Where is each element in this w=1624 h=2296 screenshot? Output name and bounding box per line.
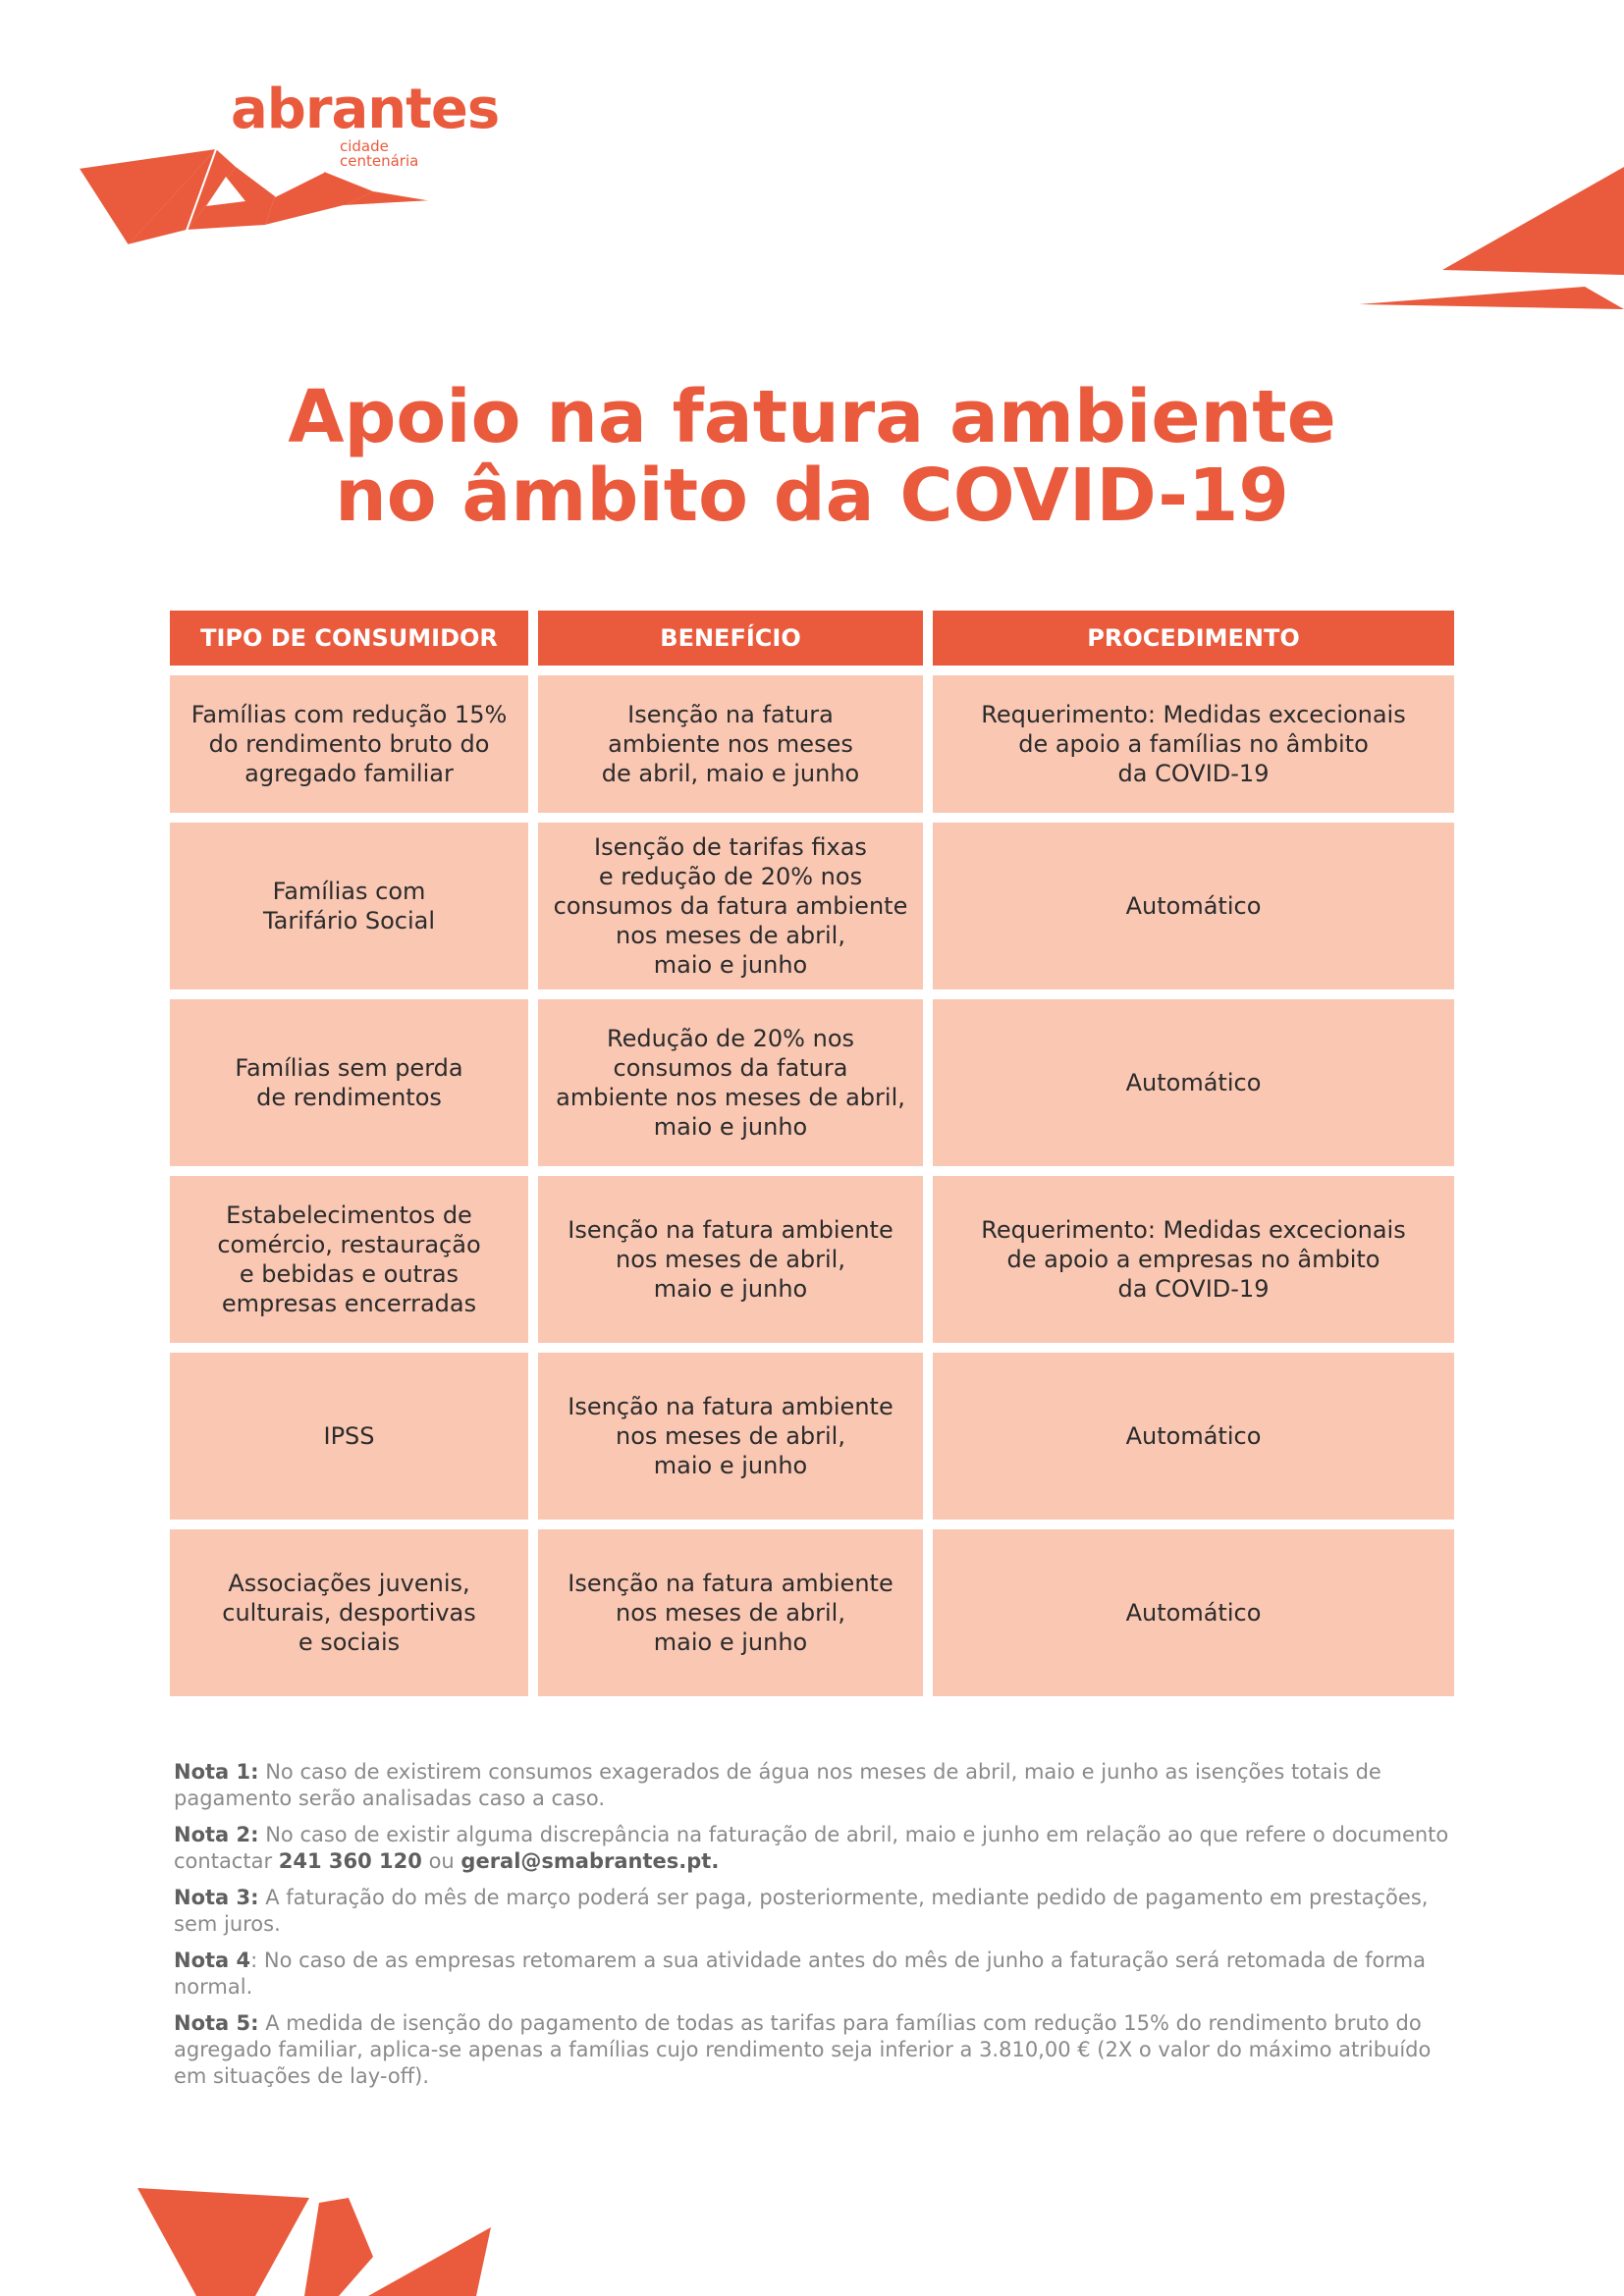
- note-label: Nota 4: [174, 1949, 251, 1972]
- note-1: [174, 1759, 1470, 1812]
- note-5: [174, 2010, 1470, 2090]
- procedure-cell: Automático: [933, 1529, 1454, 1696]
- benefit-cell: Isenção de tarifas fixas e redução de 20% nos consumos da fatura ambiente nos meses de abril, maio e junho: [538, 823, 923, 989]
- table-row: [170, 1353, 1454, 1520]
- note-3: [174, 1885, 1470, 1938]
- benefit-cell: Isenção na fatura ambiente nos meses de abril, maio e junho: [538, 1176, 923, 1343]
- table-row: [170, 1529, 1454, 1696]
- title-line-2: no âmbito da COVID-19: [335, 454, 1289, 538]
- consumer-type-cell: Famílias com redução 15% do rendimento bruto do agregado familiar: [170, 675, 528, 813]
- corner-triangles-bottom-left-icon: [137, 2188, 501, 2296]
- table-row: [170, 1176, 1454, 1343]
- note-4: [174, 1948, 1470, 2001]
- benefit-cell: Isenção na fatura ambiente nos meses de abril, maio e junho: [538, 1353, 923, 1520]
- procedure-cell: Requerimento: Medidas excecionais de apoio a empresas no âmbito da COVID-19: [933, 1176, 1454, 1343]
- contact-email[interactable]: geral@smabrantes.pt.: [460, 1849, 720, 1873]
- table-header-row: [170, 611, 1454, 666]
- page-title: [0, 375, 1624, 538]
- consumer-type-cell: IPSS: [170, 1353, 528, 1520]
- contact-phone[interactable]: 241 360 120: [278, 1849, 422, 1873]
- notes-section: [174, 1759, 1470, 2100]
- header-procedimento: PROCEDIMENTO: [933, 611, 1454, 666]
- note-text: A medida de isenção do pagamento de todas as tarifas para famílias com redução 15% do rendimento bruto do agregado familiar, aplica-se apenas a famílias cujo rendimento seja inferior a 3.810,00 € (2X o valor do máximo atribuído em situações de lay-off).: [174, 2011, 1432, 2088]
- corner-triangle-top-right-icon: [1359, 167, 1624, 309]
- consumer-type-cell: Famílias com Tarifário Social: [170, 823, 528, 989]
- table-row: [170, 999, 1454, 1166]
- table-row: [170, 823, 1454, 989]
- procedure-cell: Automático: [933, 999, 1454, 1166]
- consumer-type-cell: Estabelecimentos de comércio, restauração e bebidas e outras empresas encerradas: [170, 1176, 528, 1343]
- logo-wordmark: abrantes: [231, 78, 500, 141]
- logo-tagline: cidade centenária: [340, 137, 419, 170]
- benefit-cell: Isenção na fatura ambiente nos meses de abril, maio e junho: [538, 675, 923, 813]
- consumer-type-cell: Famílias sem perda de rendimentos: [170, 999, 528, 1166]
- procedure-cell: Automático: [933, 1353, 1454, 1520]
- note-2: [174, 1822, 1470, 1875]
- note-label: Nota 2:: [174, 1823, 259, 1846]
- abrantes-logo: [79, 78, 500, 255]
- note-label: Nota 3:: [174, 1886, 259, 1909]
- header-beneficio: BENEFÍCIO: [538, 611, 923, 666]
- consumer-type-cell: Associações juvenis, culturais, desportivas e sociais: [170, 1529, 528, 1696]
- note-label: Nota 5:: [174, 2011, 259, 2035]
- benefit-cell: Isenção na fatura ambiente nos meses de abril, maio e junho: [538, 1529, 923, 1696]
- note-label: Nota 1:: [174, 1760, 259, 1784]
- note-text: No caso de existir alguma discrepância na faturação de abril, maio e junho em relação ao que refere o documento contactar: [174, 1823, 1449, 1873]
- header-tipo-consumidor: TIPO DE CONSUMIDOR: [170, 611, 528, 666]
- table-row: [170, 675, 1454, 813]
- benefit-cell: Redução de 20% nos consumos da fatura ambiente nos meses de abril, maio e junho: [538, 999, 923, 1166]
- procedure-cell: Requerimento: Medidas excecionais de apoio a famílias no âmbito da COVID-19: [933, 675, 1454, 813]
- note-text: No caso de existirem consumos exagerados de água nos meses de abril, maio e junho as isenções totais de pagamento serão analisadas caso a caso.: [174, 1760, 1381, 1810]
- benefits-table: [170, 611, 1454, 1696]
- procedure-cell: Automático: [933, 823, 1454, 989]
- note-text: ou: [421, 1849, 461, 1873]
- note-text: A faturação do mês de março poderá ser paga, posteriormente, mediante pedido de pagamento em prestações, sem juros.: [174, 1886, 1429, 1936]
- note-text: : No caso de as empresas retomarem a sua atividade antes do mês de junho a faturação será retomada de forma normal.: [174, 1949, 1426, 1999]
- logo-triangles-icon: [79, 147, 452, 255]
- title-line-1: Apoio na fatura ambiente: [288, 375, 1336, 459]
